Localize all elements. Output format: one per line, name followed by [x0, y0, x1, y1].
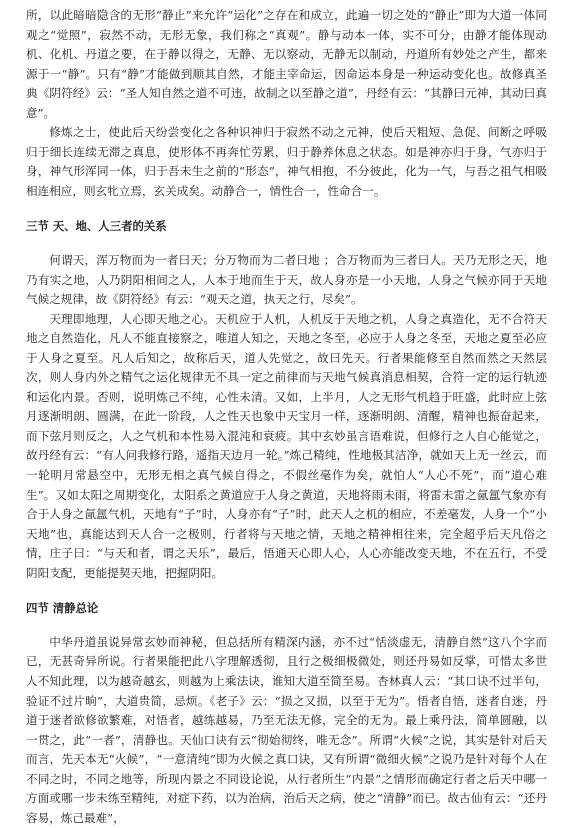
paragraph-stillness-observation: 所，以此暗暗隐含的无形“静止”来允许“运化”之存在和成立，此遍一切之处的“静止”即为大道一体同观之“觉照”，寂然不动，无形无象，我们称之“真观”。静与动本一体，实不可分，由静才能体现动机、化机、丹道之要，在于静以得之，无静、无以察动，无静无以制动，丹道所有妙处之产生，都来源于一“静”。只有“静”才能做到顺其自然，才能主宰命运，因命运本身是一种运动变化也。故修真圣典《阴符经》云：“圣人知自然之道不可违，故制之以至静之道”，丹经有云：“其静曰元神，其动曰真意”。: [26, 8, 547, 120]
section-heading-heaven-earth-human: 三节 天、地、人三者的关系: [26, 219, 167, 234]
section-heading-stillness-summary: 四节 清静总论: [26, 601, 99, 616]
section-gap: [26, 237, 547, 251]
paragraph-heaven-principle: 天理即地理，人心即天地之心。天机应于人机，人机反于天地之机，人身之真造化，无不合符天地之自然造化，凡人不能直接察之，唯道人知之，天地之冬至，必应于人身之冬至，天地之夏至必应于人身之夏至。凡人后知之，故称后天，道人先觉之，故曰先天。行者果能修至自然而然之天然层次，则人身内外之精气之运化规律无不具一定之前律而与天地气候真消息相契，合符一定的运行轨迹和运化内景。否则，说明炼己不纯，心性未清。又如，上半月，人之无形气机趋于旺盛，此时应上弦月逐渐明朗、圆满，在此一阶段，人之性天也象中天宝月一样，逐渐明朗、清醒，精神也振奋起来，而下弦月则反之，人之气机和本性易入混沌和衰疲。其中玄妙虽言语难说，但修行之人自心能觉之，故丹经有云：“有人问我修行路，遥指天边月一轮。”炼己精纯，性地极其洁净，就如天上无一丝云，而一轮明月常悬空中，无形无相之真气候自得之，不假丝毫作为矣，就怕人“人心不死”，而“道心难生”。又如太阳之周期变化，太阳系之黄道应于人身之黄道，天地将雨未雨，将雷未雷之氤氲气象亦有合于人身之氤氲气机，天地有“子”时，人身亦有“子”时，此天人之机的相应，不差毫发，人身一个“小天地”也，真能达到天人合一之极则，行者将与天地之情，天地之精神相往来，完全超乎后天凡俗之情，庄子曰：“与天和者，谓之天乐”，最后，悟通天心即人心，人心亦能改变天地，不在五行，不受阴阳支配，更能提契天地，把握阴阳。: [26, 311, 547, 580]
paragraph-chinese-alchemy: 中华丹道虽说异常玄妙而神秘，但总括所有精深内涵，亦不过“恬淡虚无，清静自然”这八个字而已，无甚奇异所说。行者果能把此八字理解透彻，且行之极细极微处，则还丹易如反掌，可惜太多世人不知此理，以为越奇越玄，则越为上乘法诀，谁知大道至简至易。杏林真人云：“其口诀不过半句，验证不过片晌”，大道贵简，忌烦。《老子》云：“损之又损，以至于无为”。悟者自悟，迷者自迷，丹道于迷者欲修欲繁难，对悟者，越练越易，乃至无法无修，完全的无为。最上乘丹法，简单圆融，以一贯之，此“一者”，清静也。天仙口诀有云“彻始彻终，唯无念”。所谓“火候”之说，其实是针对后天而言，先天本无“火候”，“一意清纯”即为火候之真口诀，又有所谓“微细火候”之说乃是针对每个人在不同之时，不同之地等，所现内景之不同设论说，从行者所生“内景”之情形而确定行者之后天中哪一方面或哪一步未练至精纯，对症下药，以为治病，治后天之病，使之“清静”而已。故古仙有云：“还丹容易，炼己最难”，: [26, 634, 547, 825]
paragraph-practitioner-cultivation: 修炼之士，使此后天纷尝变化之各种识神归于寂然不动之元神，使后天粗短、急促、间断之呼吸归于细长连续无滞之真息，使形体不再奔忙劳累，归于静养休息之状态。如是神亦归于身，气亦归于身，神气形浑同一体，归于吾未生之前的“形态”，神气相抱，不分彼此，化为一气，与吾之祖气相吸相连相应，则玄牝立焉，玄关成矣。动静合一，情性合一，性命合一。: [26, 125, 547, 198]
paragraph-what-is-heaven: 何谓天，浑万物而为一者曰天；分万物而为二者曰地 ；合万物而为三者曰人。天乃无形之天，地乃有实之地，人乃阴阳相间之人，人本于地而生于天，故人身亦是一小天地，人身之气候亦同于天地气候之规律，故《阴符经》有云：“观天之道，执天之行，尽矣”。: [26, 253, 547, 307]
section-gap: [26, 201, 547, 217]
section-gap: [26, 583, 547, 599]
section-gap: [26, 619, 547, 633]
